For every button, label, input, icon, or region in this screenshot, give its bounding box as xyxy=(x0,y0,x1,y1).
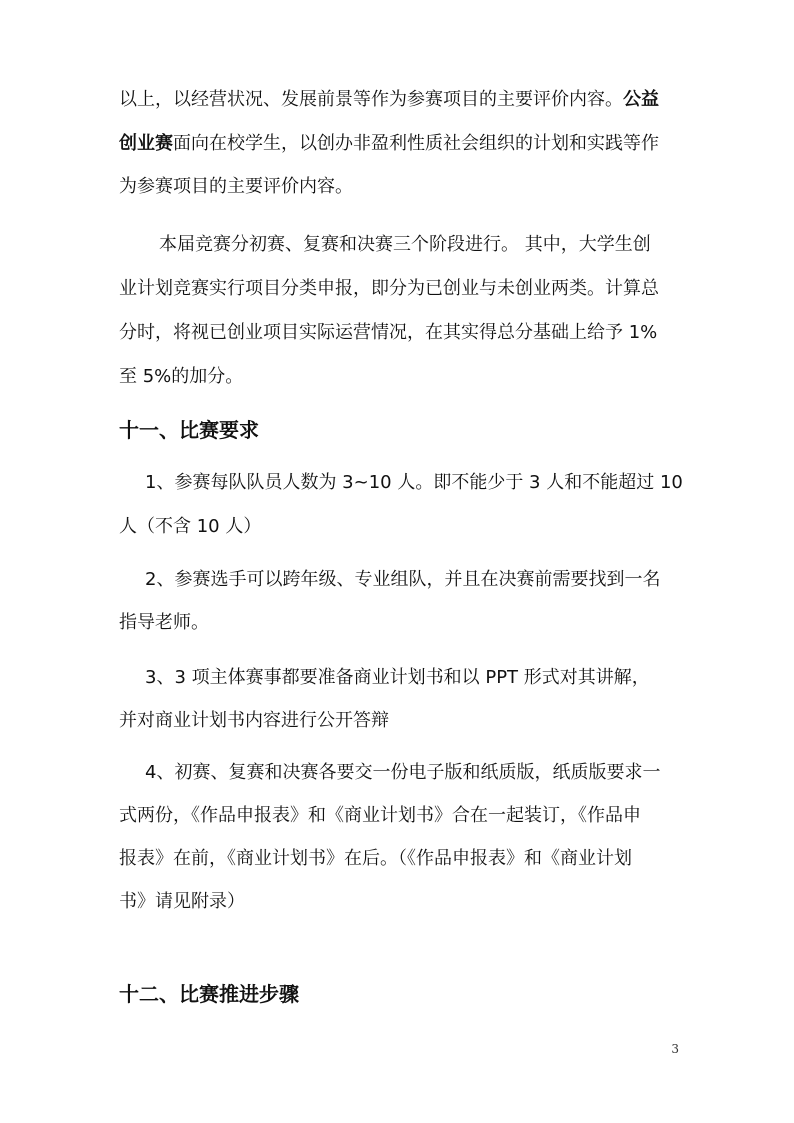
requirement-3-line-1: 3、3 项主体赛事都要准备商业计划书和以 PPT 形式对其讲解， xyxy=(145,667,650,688)
requirement-1-line-2: 人（不含 10 人） xyxy=(119,516,262,537)
paragraph-1-line-1-text: 以上，以经营状况、发展前景等作为参赛项目的主要评价内容。 xyxy=(119,89,623,110)
requirement-1-line-1: 1、参赛每队队员人数为 3~10 人。即不能少于 3 人和不能超过 10 xyxy=(145,472,683,493)
requirement-3-line-2: 并对商业计划书内容进行公开答辩 xyxy=(119,710,389,731)
paragraph-1-bold-term-end: 创业赛 xyxy=(119,133,173,154)
requirement-4-line-4: 书》请见附录） xyxy=(119,891,245,912)
paragraph-1-line-2-text: 面向在校学生，以创办非盈利性质社会组织的计划和实践等作 xyxy=(173,133,659,154)
paragraph-1-line-2 xyxy=(119,131,679,157)
paragraph-2-line-4: 至 5%的加分。 xyxy=(119,366,244,387)
paragraph-2-line-3: 分时，将视已创业项目实际运营情况，在其实得总分基础上给予 1% xyxy=(119,322,658,343)
page-number: 3 xyxy=(671,1042,679,1056)
paragraph-1-line-3: 为参赛项目的主要评价内容。 xyxy=(119,176,353,197)
paragraph-1-bold-term-start: 公益 xyxy=(623,89,659,110)
requirement-2-line-2: 指导老师。 xyxy=(119,612,209,633)
requirement-2-line-1: 2、参赛选手可以跨年级、专业组队，并且在决赛前需要找到一名 xyxy=(145,569,661,590)
requirement-4-line-2: 式两份，《作品申报表》和《商业计划书》合在一起装订，《作品申 xyxy=(119,805,641,826)
requirement-4-line-1: 4、初赛、复赛和决赛各要交一份电子版和纸质版，纸质版要求一 xyxy=(145,762,661,783)
requirement-4-line-3: 报表》在前，《商业计划书》在后。（《作品申报表》和《商业计划 xyxy=(119,848,632,869)
paragraph-1-line-1 xyxy=(119,87,679,113)
section-11-heading: 十一、比赛要求 xyxy=(119,418,259,442)
paragraph-2-line-2: 业计划竞赛实行项目分类申报，即分为已创业与未创业两类。计算总 xyxy=(119,278,659,299)
section-12-heading: 十二、比赛推进步骤 xyxy=(119,982,299,1006)
paragraph-2-line-1: 本届竞赛分初赛、复赛和决赛三个阶段进行。 其中，大学生创 xyxy=(159,234,651,255)
